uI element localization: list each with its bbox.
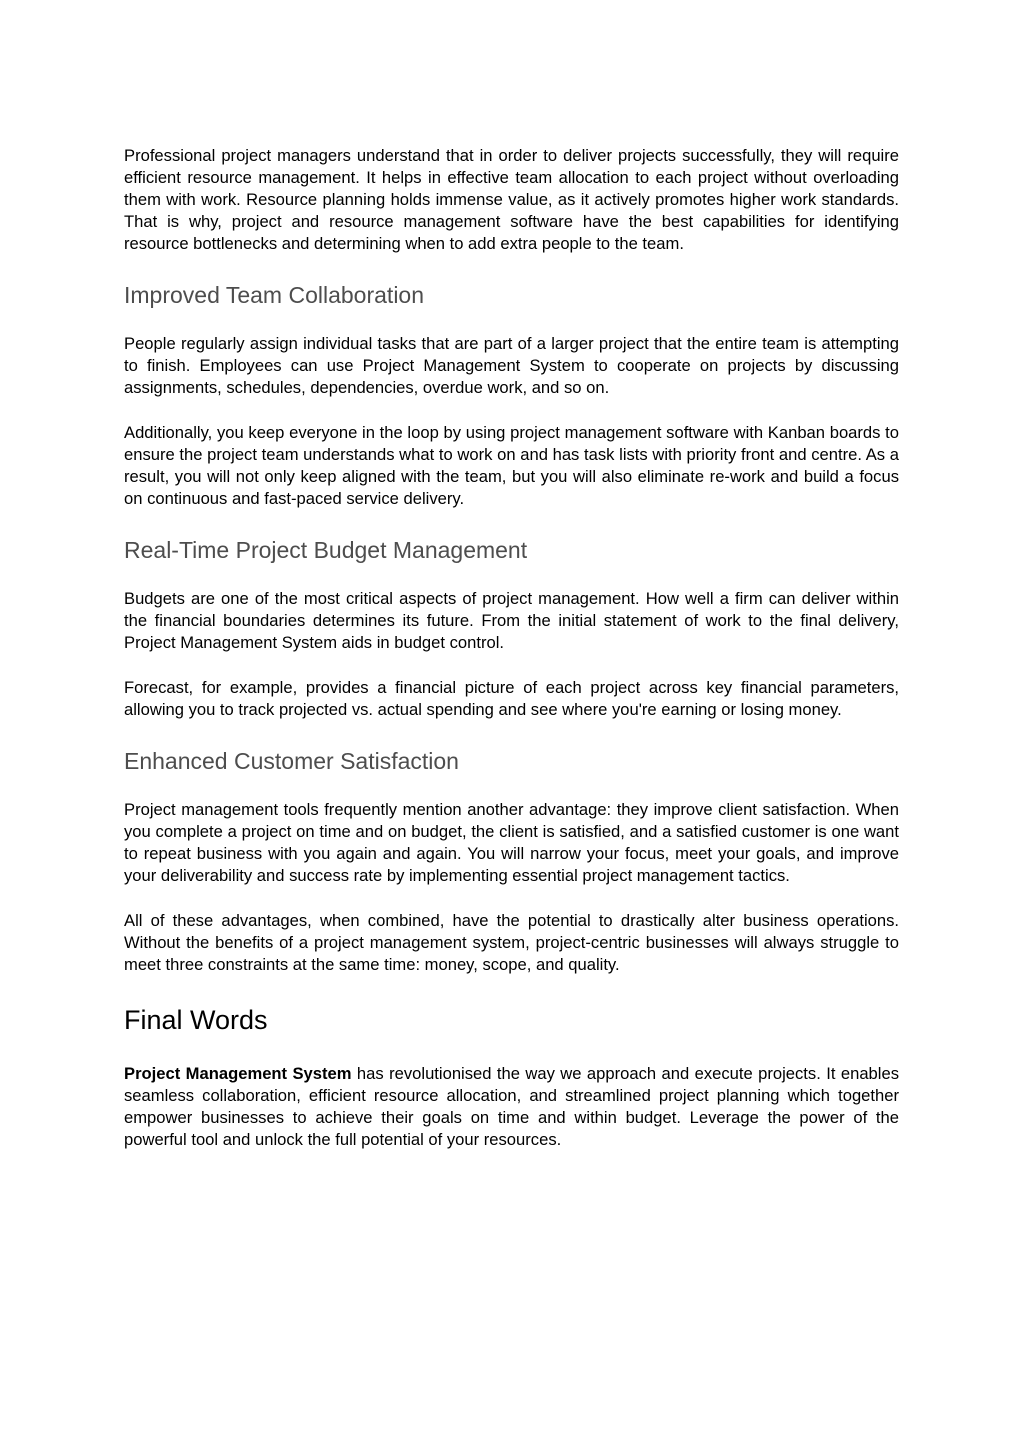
- section-heading-budget-management: Real-Time Project Budget Management: [124, 537, 528, 563]
- final-paragraph-text: has revolutionised the way we approach and execute projects. It enables seamless collaboration, efficient resource allocation, and streamlined project planning which together empower businesses to achieve their goals on time and within budget. Leverage the power of the powerful tool and unlock the full potential of your resources.: [124, 1064, 899, 1149]
- paragraph: Additionally, you keep everyone in the loop by using project management software with Kanban boards to ensure the project team understands what to work on and has task lists with priority front and centre. As a result, you will not only keep aligned with the team, but you will also eliminate re-work and build a focus on continuous and fast-paced service delivery.: [124, 423, 899, 508]
- final-words-heading: Final Words: [124, 1005, 268, 1035]
- document-page: [124, 145, 899, 1151]
- section-heading-team-collaboration: Improved Team Collaboration: [124, 282, 425, 308]
- bold-lead-text: Project Management System: [124, 1064, 352, 1083]
- intro-paragraph: Professional project managers understand that in order to deliver projects successfully, they will require efficient resource management. It helps in effective team allocation to each project without overloading them with work. Resource planning holds immense value, as it actively promotes higher work standards. That is why, project and resource management software have the best capabilities for identifying resource bottlenecks and determining when to add extra people to the team.: [124, 146, 899, 253]
- paragraph: All of these advantages, when combined, have the potential to drastically alter business operations. Without the benefits of a project management system, project-centric businesses will always struggle to meet three constraints at the same time: money, scope, and quality.: [124, 911, 899, 974]
- paragraph: Forecast, for example, provides a financial picture of each project across key financial parameters, allowing you to track projected vs. actual spending and see where you're earning or losing money.: [124, 678, 899, 719]
- section-heading-customer-satisfaction: Enhanced Customer Satisfaction: [124, 748, 459, 774]
- final-paragraph: [124, 1063, 899, 1151]
- paragraph: Budgets are one of the most critical aspects of project management. How well a firm can deliver within the financial boundaries determines its future. From the initial statement of work to the final delivery, Project Management System aids in budget control.: [124, 589, 899, 652]
- paragraph: Project management tools frequently mention another advantage: they improve client satisfaction. When you complete a project on time and on budget, the client is satisfied, and a satisfied customer is one want to repeat business with you again and again. You will narrow your focus, meet your goals, and improve your deliverability and success rate by implementing essential project management tactics.: [124, 800, 899, 885]
- paragraph: People regularly assign individual tasks that are part of a larger project that the entire team is attempting to finish. Employees can use Project Management System to cooperate on projects by discussing assignments, schedules, dependencies, overdue work, and so on.: [124, 334, 899, 397]
